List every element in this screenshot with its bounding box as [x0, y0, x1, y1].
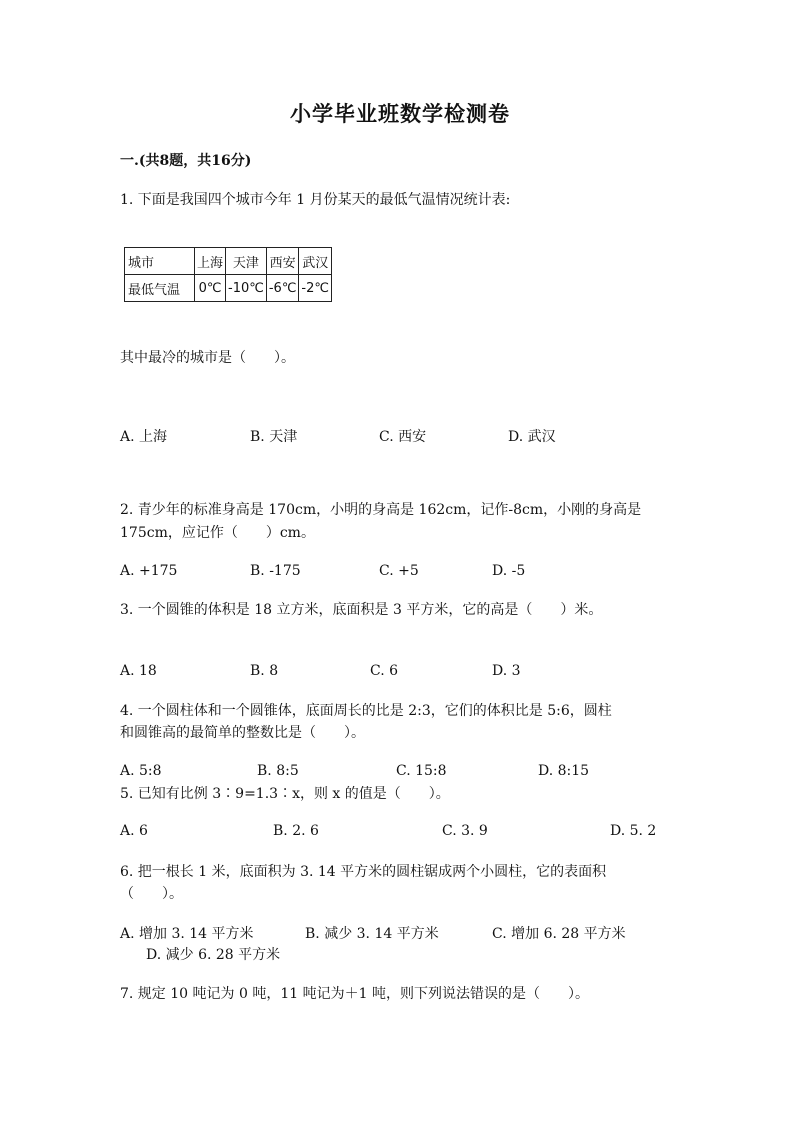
table-cell: -6℃ [266, 275, 299, 302]
question-6-line-1: 6. 把一根长 1 米，底面积为 3. 14 平方米的圆柱锯成两个小圆柱，它的表面积 [120, 864, 607, 880]
question-7-text: 7. 规定 10 吨记为 0 吨，11 吨记为＋1 吨，则下列说法错误的是（ ）。 [120, 986, 589, 1002]
page-title: 小学毕业班数学检测卷 [290, 101, 510, 126]
q6-option-c: C. 增加 6. 28 平方米 [492, 926, 626, 942]
q5-option-b: B. 2. 6 [273, 823, 319, 839]
q2-option-a: A. +175 [120, 563, 178, 579]
q1-option-c: C. 西安 [379, 429, 427, 445]
q1-option-b: B. 天津 [250, 429, 298, 445]
question-5-text: 5. 已知有比例 3∶9=1.3∶x，则 x 的值是（ ）。 [120, 786, 450, 802]
table-cell: 上海 [195, 248, 226, 275]
table-cell: 最低气温 [125, 275, 195, 302]
q6-option-a: A. 增加 3. 14 平方米 [120, 926, 254, 942]
question-4-line-2: 和圆锥高的最简单的整数比是（ ）。 [120, 725, 365, 741]
q2-option-d: D. -5 [492, 563, 526, 579]
table-cell: 天津 [226, 248, 267, 275]
question-6-line-2: （ ）。 [120, 886, 183, 902]
q4-option-a: A. 5:8 [120, 763, 162, 779]
temperature-table [124, 247, 332, 302]
q3-option-a: A. 18 [120, 663, 157, 679]
q5-option-c: C. 3. 9 [442, 823, 488, 839]
section-heading: 一.(共8题，共16分) [120, 153, 252, 169]
q4-option-d: D. 8:15 [538, 763, 590, 779]
table-cell: 0℃ [195, 275, 226, 302]
question-4-line-1: 4. 一个圆柱体和一个圆锥体，底面周长的比是 2:3，它们的体积比是 5:6，圆柱 [120, 703, 612, 719]
q3-option-c: C. 6 [370, 663, 399, 679]
table-cell: 城市 [125, 248, 195, 275]
q3-option-d: D. 3 [492, 663, 521, 679]
q5-option-a: A. 6 [120, 823, 148, 839]
question-1-text: 1. 下面是我国四个城市今年 1 月份某天的最低气温情况统计表: [120, 192, 511, 208]
q3-option-b: B. 8 [250, 663, 279, 679]
q2-option-b: B. -175 [250, 563, 301, 579]
q1-option-a: A. 上海 [120, 429, 168, 445]
table-cell: -10℃ [226, 275, 267, 302]
question-2-line-2: 175cm，应记作（ ）cm。 [120, 525, 315, 541]
question-3-text: 3. 一个圆锥的体积是 18 立方米，底面积是 3 平方米，它的高是（ ）米。 [120, 602, 603, 618]
q6-option-b: B. 减少 3. 14 平方米 [305, 926, 439, 942]
q4-option-c: C. 15:8 [396, 763, 447, 779]
table-cell: 西安 [266, 248, 299, 275]
table-cell: 武汉 [299, 248, 332, 275]
table-cell: -2℃ [299, 275, 332, 302]
question-2-line-1: 2. 青少年的标准身高是 170cm，小明的身高是 162cm，记作-8cm，小刚的身高是 [120, 502, 642, 518]
q1-option-d: D. 武汉 [508, 429, 556, 445]
q6-option-d: D. 减少 6. 28 平方米 [146, 947, 281, 963]
table-row [125, 248, 332, 275]
q2-option-c: C. +5 [379, 563, 419, 579]
q5-option-d: D. 5. 2 [610, 823, 657, 839]
table-row [125, 275, 332, 302]
question-1-prompt: 其中最冷的城市是（ ）。 [120, 350, 295, 366]
q4-option-b: B. 8:5 [257, 763, 299, 779]
